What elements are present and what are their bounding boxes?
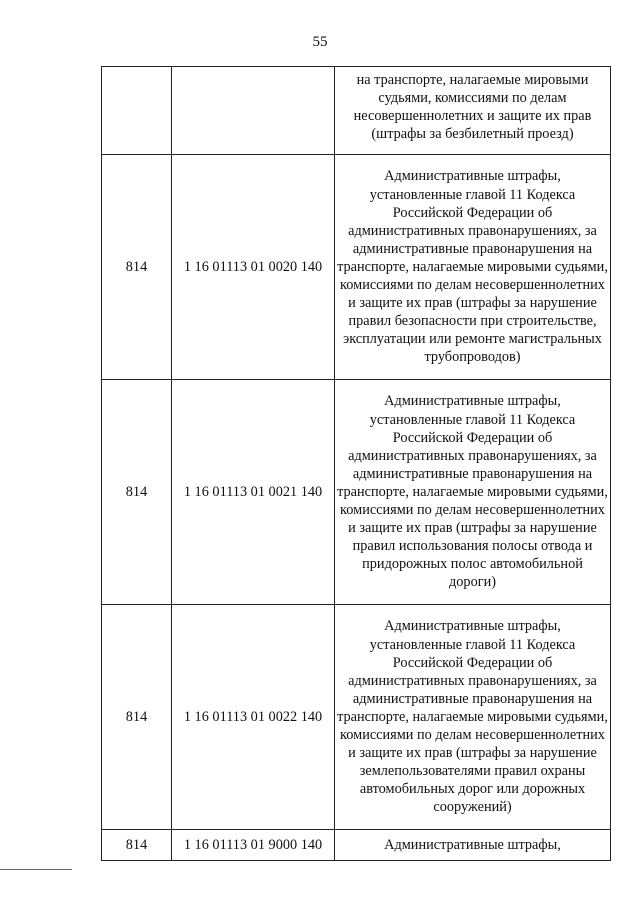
table-row xyxy=(102,67,611,155)
footnote-divider xyxy=(0,869,72,870)
admin-code-cell xyxy=(102,67,172,155)
revenue-name-cell: Административные штрафы, установленные главой 11 Кодекса Российской Федерации об административных правонарушениях, за административные правонарушения на транспорте, налагаемые мировыми судьями, комиссиями по делам несовершеннолетних и защите их прав (штрафы за нарушение правил использования полосы отвода и придорожных полос автомобильной дороги) xyxy=(335,380,611,605)
table-row xyxy=(102,155,611,380)
table-row xyxy=(102,380,611,605)
kbk-cell xyxy=(172,67,335,155)
page-number: 55 xyxy=(312,34,328,50)
kbk-cell: 1 16 01113 01 0021 140 xyxy=(172,380,335,605)
revenue-name-cell: Административные штрафы, установленные главой 11 Кодекса Российской Федерации об административных правонарушениях, за административные правонарушения на транспорте, налагаемые мировыми судьями, комиссиями по делам несовершеннолетних и защите их прав (штрафы за нарушение землепользователями правил охраны автомобильных дорог или дорожных сооружений) xyxy=(335,605,611,830)
admin-code-cell: 814 xyxy=(102,380,172,605)
kbk-cell: 1 16 01113 01 0020 140 xyxy=(172,155,335,380)
table-row xyxy=(102,830,611,861)
revenue-name-cell: на транспорте, налагаемые мировыми судьями, комиссиями по делам несовершеннолетних и защите их прав (штрафы за безбилетный проезд) xyxy=(335,67,611,155)
kbk-cell: 1 16 01113 01 0022 140 xyxy=(172,605,335,830)
admin-code-cell: 814 xyxy=(102,155,172,380)
admin-code-cell: 814 xyxy=(102,605,172,830)
revenue-name-cell: Административные штрафы, установленные главой 11 Кодекса Российской Федерации об административных правонарушениях, за административные правонарушения на транспорте, налагаемые мировыми судьями, комиссиями по делам несовершеннолетних и защите их прав (штрафы за нарушение правил безопасности при строительстве, эксплуатации или ремонте магистральных трубопроводов) xyxy=(335,155,611,380)
admin-code-cell: 814 xyxy=(102,830,172,861)
revenue-name-cell: Административные штрафы, xyxy=(335,830,611,861)
table-row xyxy=(102,605,611,830)
fines-table xyxy=(101,66,611,861)
kbk-cell: 1 16 01113 01 9000 140 xyxy=(172,830,335,861)
